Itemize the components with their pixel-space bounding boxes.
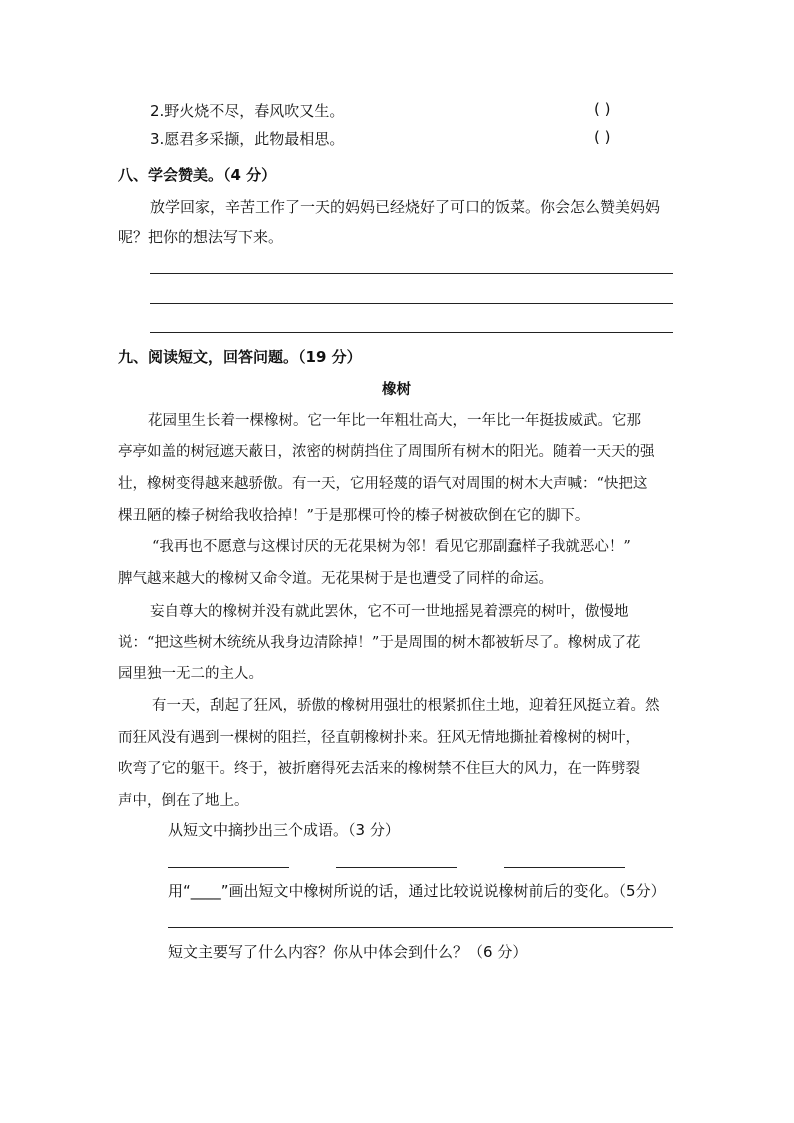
- story-line: “我再也不愿意与这棵讨厌的无花果树为邻！看见它那副蠢样子我就恶心！”: [152, 539, 631, 555]
- poem-item-2: 2.野火烧不尽，春风吹又生。: [150, 102, 345, 120]
- story-line: 而狂风没有遇到一棵树的阻拦，径直朝橡树扑来。狂风无情地撕扯着橡树的树叶，: [118, 730, 640, 746]
- idiom-answer-line[interactable]: [504, 867, 625, 868]
- idiom-answer-line[interactable]: [168, 867, 289, 868]
- question-2-answer-line[interactable]: [168, 927, 673, 928]
- poem-item-3-answer-blank[interactable]: ( ): [594, 128, 611, 146]
- poem-item-3: 3.愿君多采撷，此物最相思。: [150, 130, 345, 148]
- story-line: 声中，倒在了地上。: [118, 793, 249, 809]
- story-line: 园里独一无二的主人。: [118, 666, 263, 682]
- question-3: 短文主要写了什么内容？你从中体会到什么？（6 分）: [168, 943, 528, 961]
- story-line: 花园里生长着一棵橡树。它一年比一年粗壮高大，一年比一年挺拔威武。它那: [148, 413, 641, 429]
- section8-answer-line[interactable]: [150, 303, 673, 304]
- story-title: 橡树: [382, 381, 411, 398]
- story-line: 妄自尊大的橡树并没有就此罢休，它不可一世地摇晃着漂亮的树叶，傲慢地: [150, 604, 629, 620]
- question-2: 用“____”画出短文中橡树所说的话，通过比较说说橡树前后的变化。（5分）: [168, 882, 666, 900]
- story-line: 有一天，刮起了狂风，骄傲的橡树用强壮的根紧抓住土地，迎着狂风挺立着。然: [152, 698, 660, 714]
- section9-heading: 九、阅读短文，回答问题。（19 分）: [118, 348, 362, 366]
- idiom-answer-line[interactable]: [336, 867, 457, 868]
- section8-answer-line[interactable]: [150, 273, 673, 274]
- story-line: 说：“把这些树木统统从我身边清除掉！”于是周围的树木都被斩尽了。橡树成了花: [118, 635, 641, 651]
- story-line: 棵丑陋的榛子树给我收拾掉！”于是那棵可怜的榛子树被砍倒在它的脚下。: [118, 508, 590, 524]
- section8-prompt-line1: 放学回家，辛苦工作了一天的妈妈已经烧好了可口的饭菜。你会怎么赞美妈妈: [150, 198, 661, 216]
- section8-answer-line[interactable]: [150, 332, 673, 333]
- story-line: 亭亭如盖的树冠遮天蔽日，浓密的树荫挡住了周围所有树木的阳光。随着一天天的强: [118, 444, 655, 460]
- question-1: 从短文中摘抄出三个成语。（3 分）: [168, 821, 400, 839]
- story-line: 脾气越来越大的橡树又命令道。无花果树于是也遭受了同样的命运。: [118, 571, 553, 587]
- story-line: 壮，橡树变得越来越骄傲。有一天，它用轻蔑的语气对周围的树木大声喊：“快把这: [118, 476, 648, 492]
- section8-prompt-line2: 呢？把你的想法写下来。: [118, 228, 284, 246]
- story-line: 吹弯了它的躯干。终于，被折磨得死去活来的橡树禁不住巨大的风力，在一阵劈裂: [118, 761, 640, 777]
- poem-item-2-answer-blank[interactable]: ( ): [594, 100, 611, 118]
- section8-heading: 八、学会赞美。（4 分）: [118, 166, 277, 184]
